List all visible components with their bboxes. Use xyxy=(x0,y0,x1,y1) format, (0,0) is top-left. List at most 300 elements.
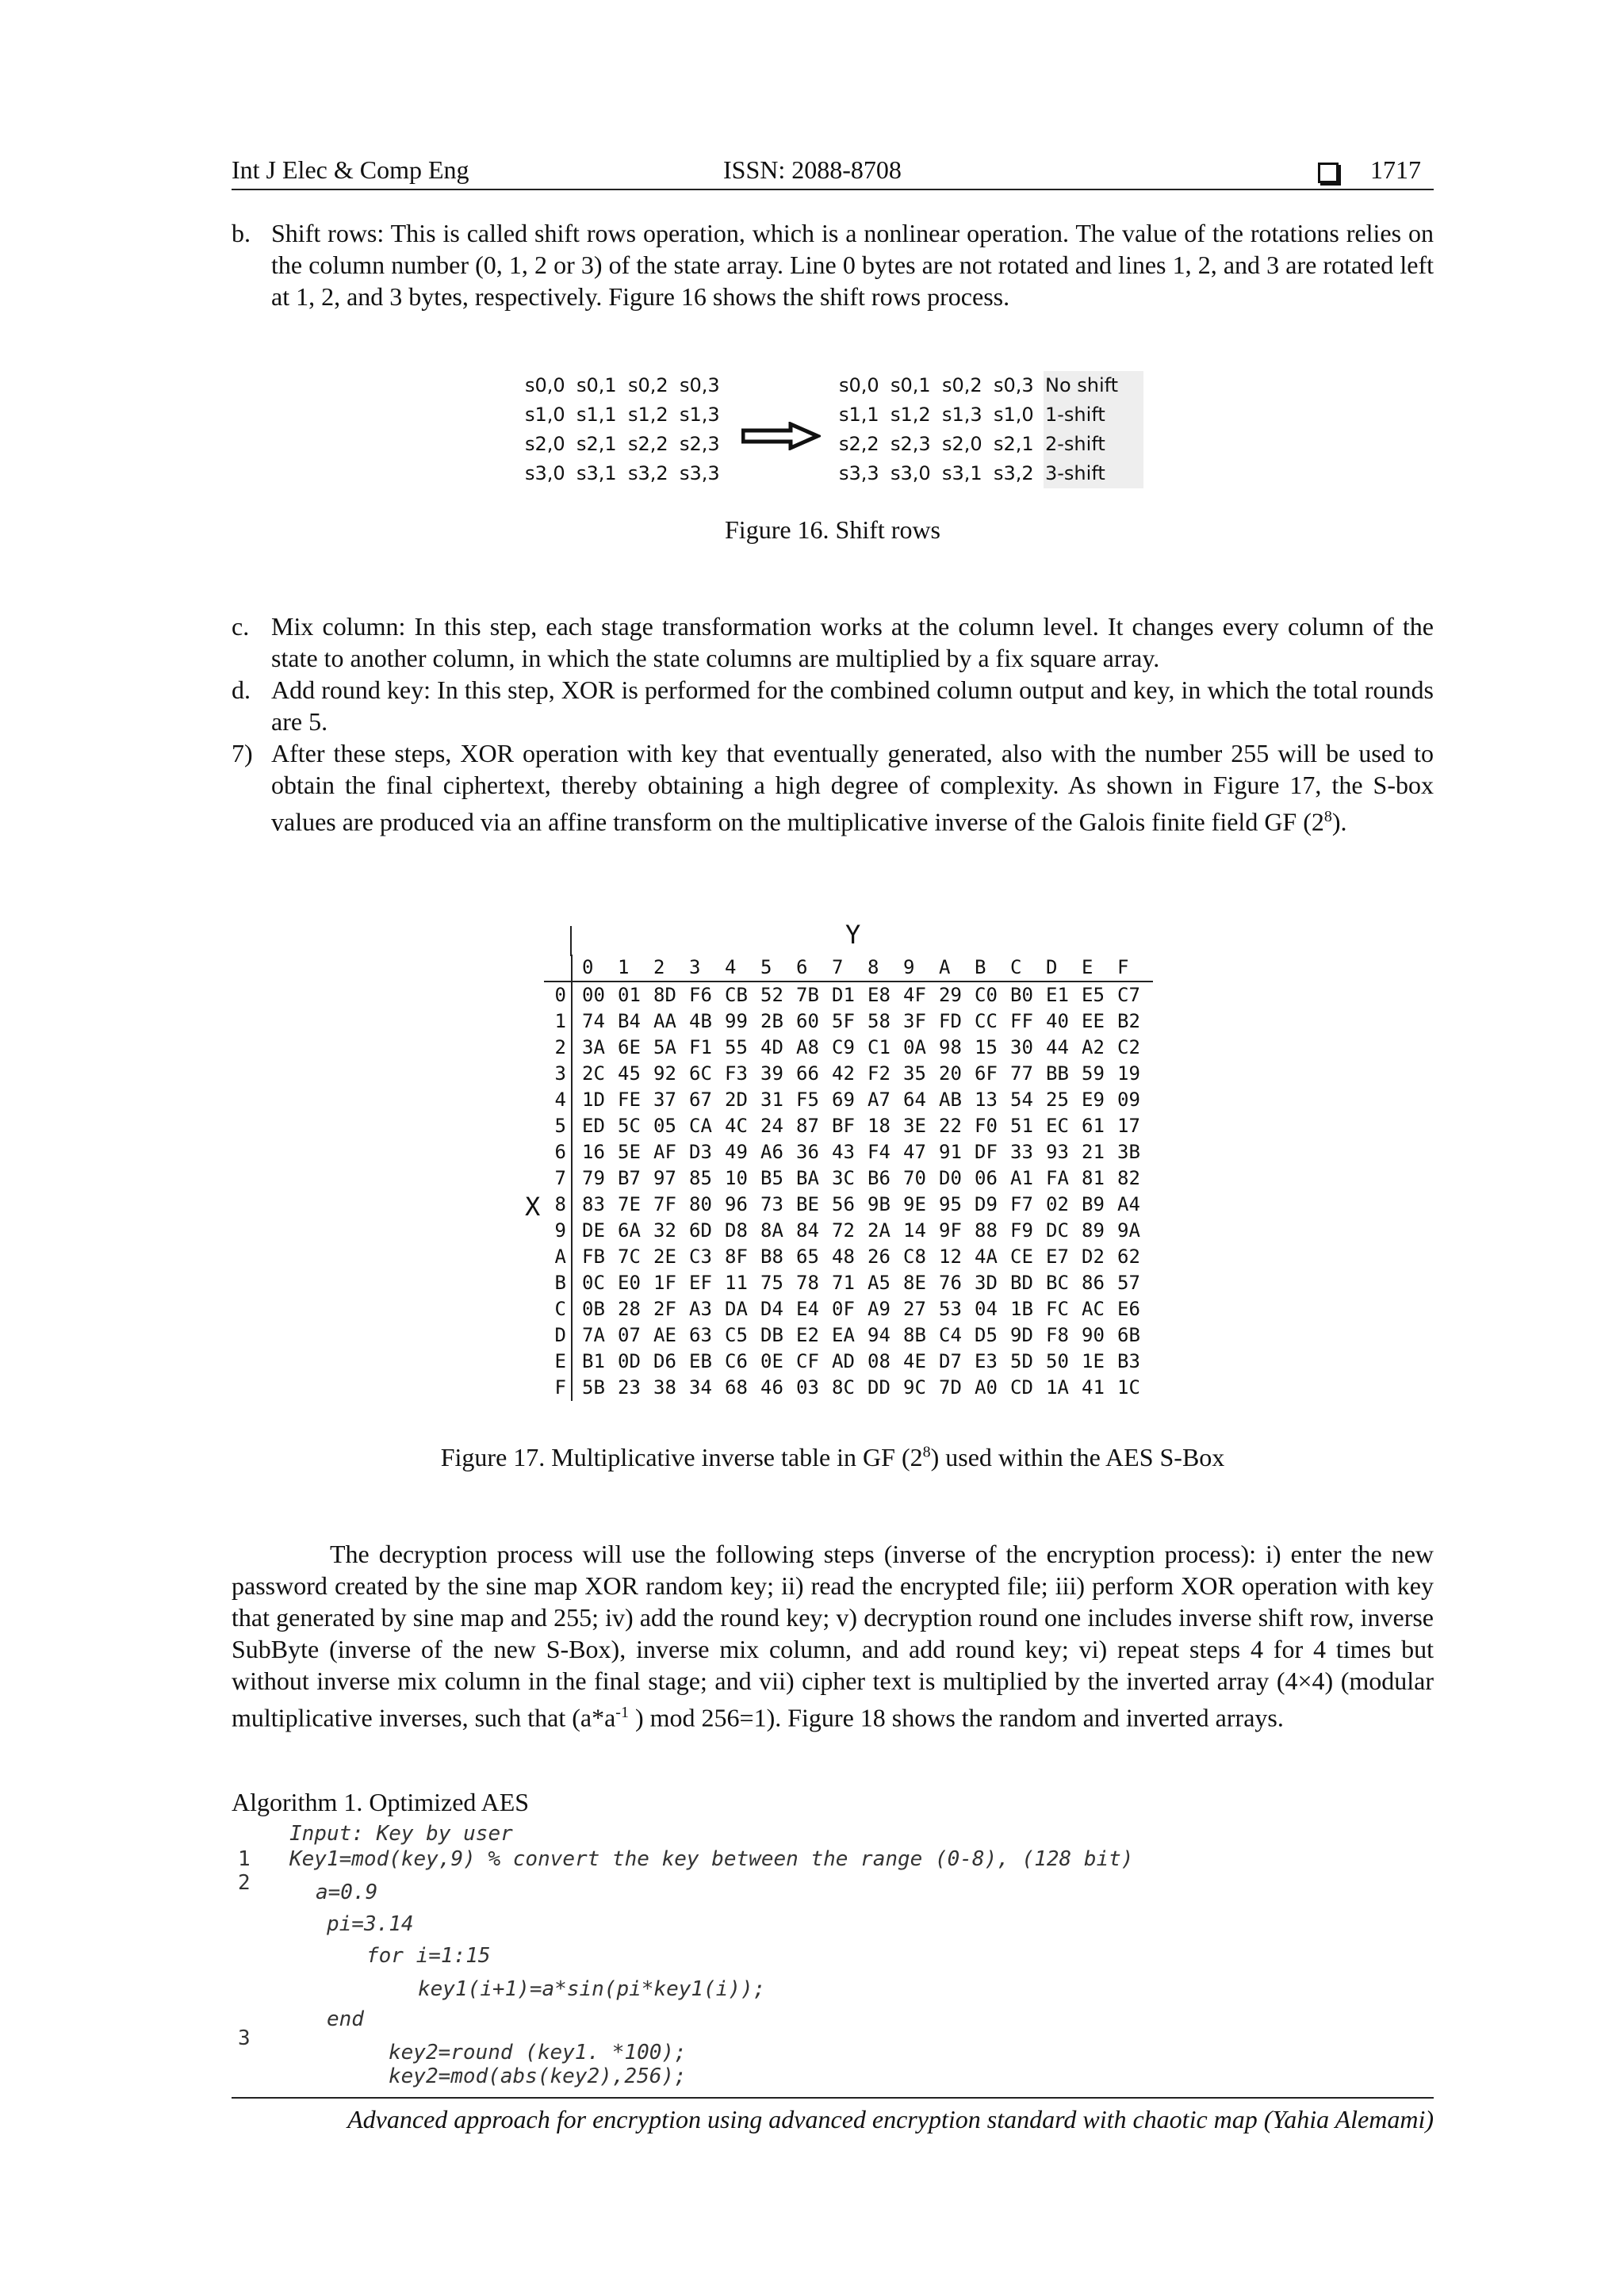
code-line: for i=1:15 xyxy=(366,1944,491,1968)
sbox-cell: 20 xyxy=(939,1062,962,1085)
sbox-row xyxy=(544,1113,1153,1139)
sbox-row-header: D xyxy=(544,1322,572,1349)
sbox-cell: 0D xyxy=(618,1350,641,1372)
sbox-cell: 83 xyxy=(582,1193,605,1215)
sbox-row-header: C xyxy=(544,1296,572,1322)
sbox-cell: 54 xyxy=(1010,1089,1033,1111)
shift-label: No shift xyxy=(1045,374,1119,396)
sbox-cell: 5C xyxy=(618,1115,641,1137)
sbox-cell: 49 xyxy=(725,1141,748,1163)
state-cell: s3,2 xyxy=(994,462,1034,484)
sbox-cell: 73 xyxy=(760,1193,783,1215)
sbox-col-header: E xyxy=(1082,955,1117,982)
sbox-cell: 4D xyxy=(760,1036,783,1058)
sbox-row xyxy=(544,1296,1153,1322)
sbox-cell: 07 xyxy=(618,1324,641,1346)
sbox-col-header: 3 xyxy=(689,955,725,982)
sbox-cell: BC xyxy=(1046,1272,1069,1294)
sbox-cell: A6 xyxy=(760,1141,783,1163)
sbox-col-header: A xyxy=(939,955,975,982)
sbox-table xyxy=(544,955,1153,1401)
sbox-cell: 0F xyxy=(832,1298,855,1320)
list-item-d xyxy=(232,674,1434,737)
list-marker: 7) xyxy=(232,739,253,767)
sbox-cell: 5E xyxy=(618,1141,641,1163)
sbox-cell: AC xyxy=(1082,1298,1105,1320)
sbox-cell: C7 xyxy=(1117,984,1140,1006)
sbox-col-header: D xyxy=(1046,955,1082,982)
sbox-row-header: 0 xyxy=(544,982,572,1008)
sbox-cell: 8A xyxy=(760,1219,783,1242)
shift-label: 2-shift xyxy=(1045,433,1105,455)
sbox-cell: C6 xyxy=(725,1350,748,1372)
sbox-cell: FC xyxy=(1046,1298,1069,1320)
sbox-cell: 9F xyxy=(939,1219,962,1242)
sbox-cell: 16 xyxy=(582,1141,605,1163)
sbox-cell: 32 xyxy=(653,1219,676,1242)
state-row xyxy=(839,371,1132,400)
list-item-c xyxy=(232,610,1434,674)
sbox-cell: B6 xyxy=(868,1167,891,1189)
sbox-cell: 41 xyxy=(1082,1376,1105,1399)
sbox-cell: 7E xyxy=(618,1193,641,1215)
sbox-col-header: 9 xyxy=(903,955,939,982)
sbox-cell: F3 xyxy=(725,1062,748,1085)
sbox-cell: 2D xyxy=(725,1089,748,1111)
state-cell: s0,3 xyxy=(994,374,1034,396)
sbox-cell: D4 xyxy=(760,1298,783,1320)
state-cell: s1,3 xyxy=(680,404,720,426)
sbox-cell: 75 xyxy=(760,1272,783,1294)
sbox-cell: BE xyxy=(796,1193,819,1215)
sbox-row-header: 4 xyxy=(544,1087,572,1113)
state-cell: s3,1 xyxy=(576,462,617,484)
sbox-cell: 89 xyxy=(1082,1219,1105,1242)
sbox-cell: AB xyxy=(939,1089,962,1111)
sbox-cell: D1 xyxy=(832,984,855,1006)
sbox-cell: 29 xyxy=(939,984,962,1006)
sbox-cell: 21 xyxy=(1082,1141,1105,1163)
sbox-cell: B4 xyxy=(618,1010,641,1032)
sbox-cell: C5 xyxy=(725,1324,748,1346)
sbox-cell: 9C xyxy=(903,1376,926,1399)
sbox-cell: ED xyxy=(582,1115,605,1137)
list-text: Add round key: In this step, XOR is performed for the combined column output and key, in which the total rounds are 5. xyxy=(271,675,1434,736)
sbox-cell: 87 xyxy=(796,1115,819,1137)
sbox-cell: FF xyxy=(1010,1010,1033,1032)
sbox-cell: 60 xyxy=(796,1010,819,1032)
sbox-cell: D9 xyxy=(975,1193,998,1215)
state-cell: s2,3 xyxy=(680,433,720,455)
sbox-cell: 46 xyxy=(760,1376,783,1399)
sbox-cell: 6B xyxy=(1117,1324,1140,1346)
sbox-cell: BD xyxy=(1010,1272,1033,1294)
sbox-cell: 85 xyxy=(689,1167,712,1189)
sbox-row xyxy=(544,1008,1153,1035)
sbox-cell: 34 xyxy=(689,1376,712,1399)
footer-text: Advanced approach for encryption using advanced encryption standard with chaotic map (Yahia Alemami) xyxy=(347,2105,1434,2133)
figure-16-caption: Figure 16. Shift rows xyxy=(725,515,940,544)
sbox-col-header: B xyxy=(975,955,1010,982)
sbox-cell: 9D xyxy=(1010,1324,1033,1346)
sbox-cell: F5 xyxy=(796,1089,819,1111)
list-text: Shift rows: This is called shift rows operation, which is a nonlinear operation. The value of the rotations relies on the column number (0, 1, 2 or 3) of the state array. Line 0 bytes are not rotated and lines 1, 2, and 3 are rotated left at 1, 2, and 3 bytes, respectively. Figure 16 shows the shift rows process. xyxy=(271,219,1434,311)
sbox-cell: AD xyxy=(832,1350,855,1372)
state-cell: s2,1 xyxy=(576,433,617,455)
sbox-cell: 1E xyxy=(1082,1350,1105,1372)
sbox-cell: 0C xyxy=(582,1272,605,1294)
sbox-cell: 6D xyxy=(689,1219,712,1242)
sbox-cell: 88 xyxy=(975,1219,998,1242)
sbox-cell: 19 xyxy=(1117,1062,1140,1085)
sbox-cell: 65 xyxy=(796,1246,819,1268)
state-cell: s1,2 xyxy=(891,404,931,426)
state-row xyxy=(525,459,731,488)
sbox-cell: 00 xyxy=(582,984,605,1006)
sbox-cell: 2B xyxy=(760,1010,783,1032)
state-cell: s2,3 xyxy=(891,433,931,455)
list-text: Mix column: In this step, each stage transformation works at the column level. It changes every column of the state to another column, in which the state columns are multiplied by a fix square array. xyxy=(271,612,1434,672)
state-row xyxy=(525,371,731,400)
list-marker: d. xyxy=(232,675,251,704)
sbox-cell: 58 xyxy=(868,1010,891,1032)
sbox-cell: 6F xyxy=(975,1062,998,1085)
state-cell: s0,1 xyxy=(576,374,617,396)
sbox-cell: 1F xyxy=(653,1272,676,1294)
code-line: Key1=mod(key,9) % convert the key between the range (0-8), (128 bit) xyxy=(289,1847,1134,1871)
sbox-cell: 77 xyxy=(1010,1062,1033,1085)
state-row xyxy=(525,400,731,430)
sbox-row xyxy=(544,1218,1153,1244)
state-cell: s1,3 xyxy=(942,404,982,426)
sbox-cell: E9 xyxy=(1082,1089,1105,1111)
sbox-cell: 90 xyxy=(1082,1324,1105,1346)
state-cell: s3,3 xyxy=(680,462,720,484)
sbox-cell: 64 xyxy=(903,1089,926,1111)
state-cell: s3,2 xyxy=(628,462,668,484)
sbox-cell: EB xyxy=(689,1350,712,1372)
sbox-cell: B9 xyxy=(1082,1193,1105,1215)
sbox-row-header: 5 xyxy=(544,1113,572,1139)
line-number: 1 xyxy=(238,1847,251,1871)
sbox-cell: A1 xyxy=(1010,1167,1033,1189)
sbox-cell: 3B xyxy=(1117,1141,1140,1163)
sbox-cell: CA xyxy=(689,1115,712,1137)
sbox-cell: 39 xyxy=(760,1062,783,1085)
list-item-7 xyxy=(232,737,1434,838)
sbox-cell: 9A xyxy=(1117,1219,1140,1242)
sbox-row-header: 2 xyxy=(544,1035,572,1061)
sbox-cell: 05 xyxy=(653,1115,676,1137)
figure-17-caption: Figure 17. Multiplicative inverse table in GF $(2^8)$ used within the AES S-Box xyxy=(440,1443,1225,1471)
sbox-cell: 1B xyxy=(1010,1298,1033,1320)
sbox-cell: 2A xyxy=(868,1219,891,1242)
state-cell: s1,1 xyxy=(839,404,879,426)
sbox-cell: DE xyxy=(582,1219,605,1242)
sbox-cell: 53 xyxy=(939,1298,962,1320)
sbox-cell: 15 xyxy=(975,1036,998,1058)
sbox-cell: F1 xyxy=(689,1036,712,1058)
sbox-cell: 48 xyxy=(832,1246,855,1268)
sbox-cell: F2 xyxy=(868,1062,891,1085)
sbox-cell: B8 xyxy=(760,1246,783,1268)
sbox-cell: BB xyxy=(1046,1062,1069,1085)
sbox-row-header: 7 xyxy=(544,1165,572,1192)
sbox-row-header: E xyxy=(544,1349,572,1375)
sbox-cell: FB xyxy=(582,1246,605,1268)
sbox-cell: 4F xyxy=(903,984,926,1006)
sbox-cell: A0 xyxy=(975,1376,998,1399)
sbox-cell: D8 xyxy=(725,1219,748,1242)
sbox-cell: 0A xyxy=(903,1036,926,1058)
footer-rule xyxy=(232,2097,1434,2099)
sbox-cell: 7C xyxy=(618,1246,641,1268)
sbox-cell: 6C xyxy=(689,1062,712,1085)
sbox-cell: 8B xyxy=(903,1324,926,1346)
state-cell: s0,1 xyxy=(891,374,931,396)
sbox-cell: 31 xyxy=(760,1089,783,1111)
sbox-cell: B0 xyxy=(1010,984,1033,1006)
sbox-cell: F0 xyxy=(975,1115,998,1137)
sbox-cell: 12 xyxy=(939,1246,962,1268)
code-line: Input: Key by user xyxy=(289,1822,513,1846)
sbox-col-header: 1 xyxy=(618,955,653,982)
sbox-cell: D0 xyxy=(939,1167,962,1189)
sbox-col-header: C xyxy=(1010,955,1046,982)
sbox-cell: 0B xyxy=(582,1298,605,1320)
sbox-cell: 52 xyxy=(760,984,783,1006)
sbox-cell: 51 xyxy=(1010,1115,1033,1137)
sbox-cell: 98 xyxy=(939,1036,962,1058)
sbox-cell: 8F xyxy=(725,1246,748,1268)
shift-label: 1-shift xyxy=(1045,404,1105,426)
sbox-cell: 6A xyxy=(618,1219,641,1242)
sbox-cell: 59 xyxy=(1082,1062,1105,1085)
sbox-cell: FD xyxy=(939,1010,962,1032)
sbox-cell: EA xyxy=(832,1324,855,1346)
sbox-cell: 78 xyxy=(796,1272,819,1294)
sbox-row-header: B xyxy=(544,1270,572,1296)
sbox-col-header: 8 xyxy=(868,955,903,982)
sbox-cell: A4 xyxy=(1117,1193,1140,1215)
sbox-cell: C4 xyxy=(939,1324,962,1346)
sbox-cell: 3D xyxy=(975,1272,998,1294)
sbox-cell: E5 xyxy=(1082,984,1105,1006)
state-row xyxy=(839,459,1132,488)
sbox-cell: 95 xyxy=(939,1193,962,1215)
issn: ISSN: 2088-8708 xyxy=(723,155,902,184)
sbox-top-divider xyxy=(570,926,572,956)
list-text: After these steps, XOR operation with key that eventually generated, also with the number 255 will be used to obtain the final ciphertext, thereby obtaining a high degree of complexity. As shown in Figure 17, the S-box values are produced via an affine transform on the multiplicative inverse of the Galois finite field GF $(2^8)$. xyxy=(271,739,1434,836)
sbox-row-header: 8 xyxy=(544,1192,572,1218)
sbox-cell: A7 xyxy=(868,1089,891,1111)
sbox-cell: C3 xyxy=(689,1246,712,1268)
sbox-cell: EE xyxy=(1082,1010,1105,1032)
sbox-cell: 11 xyxy=(725,1272,748,1294)
sbox-cell: F6 xyxy=(689,984,712,1006)
sbox-cell: CF xyxy=(796,1350,819,1372)
sbox-cell: F8 xyxy=(1046,1324,1069,1346)
sbox-cell: 1D xyxy=(582,1089,605,1111)
sbox-cell: E7 xyxy=(1046,1246,1069,1268)
sbox-cell: 84 xyxy=(796,1219,819,1242)
sbox-cell: A2 xyxy=(1082,1036,1105,1058)
header-rule xyxy=(232,189,1434,190)
sbox-cell: F7 xyxy=(1010,1193,1033,1215)
sbox-cell: B2 xyxy=(1117,1010,1140,1032)
sbox-cell: B1 xyxy=(582,1350,605,1372)
sbox-cell: 56 xyxy=(832,1193,855,1215)
sbox-row-header: 1 xyxy=(544,1008,572,1035)
sbox-col-header: 2 xyxy=(653,955,689,982)
sbox-cell: 1C xyxy=(1117,1376,1140,1399)
shift-rows-output-state xyxy=(839,371,1143,488)
sbox-col-header: 5 xyxy=(760,955,796,982)
sbox-cell: C8 xyxy=(903,1246,926,1268)
x-axis-label: X xyxy=(525,1192,541,1222)
sbox-cell: 27 xyxy=(903,1298,926,1320)
state-cell: s3,0 xyxy=(525,462,565,484)
sbox-cell: 17 xyxy=(1117,1115,1140,1137)
state-cell: s1,0 xyxy=(525,404,565,426)
sbox-cell: 71 xyxy=(832,1272,855,1294)
sbox-cell: B3 xyxy=(1117,1350,1140,1372)
sbox-cell: 7B xyxy=(796,984,819,1006)
sbox-cell: D7 xyxy=(939,1350,962,1372)
sbox-cell: 10 xyxy=(725,1167,748,1189)
sbox-cell: FA xyxy=(1046,1167,1069,1189)
sbox-cell: 3E xyxy=(903,1115,926,1137)
state-cell: s2,0 xyxy=(525,433,565,455)
sbox-row-header: 6 xyxy=(544,1139,572,1165)
sbox-cell: C2 xyxy=(1117,1036,1140,1058)
sbox-cell: 4E xyxy=(903,1350,926,1372)
sbox-cell: B7 xyxy=(618,1167,641,1189)
sbox-cell: C0 xyxy=(975,984,998,1006)
sbox-row xyxy=(544,1270,1153,1296)
sbox-cell: D5 xyxy=(975,1324,998,1346)
sbox-cell: EC xyxy=(1046,1115,1069,1137)
sbox-cell: CB xyxy=(725,984,748,1006)
sbox-cell: 5A xyxy=(653,1036,676,1058)
sbox-row-header: 3 xyxy=(544,1061,572,1087)
state-cell: s0,2 xyxy=(942,374,982,396)
sbox-col-header: 6 xyxy=(796,955,832,982)
sbox-cell: 44 xyxy=(1046,1036,1069,1058)
sbox-cell: E4 xyxy=(796,1298,819,1320)
sbox-col-header: 0 xyxy=(572,955,618,982)
sbox-cell: 5B xyxy=(582,1376,605,1399)
sbox-cell: 9B xyxy=(868,1193,891,1215)
sbox-cell: 99 xyxy=(725,1010,748,1032)
sbox-cell: 76 xyxy=(939,1272,962,1294)
right-arrow-icon xyxy=(741,422,821,454)
sbox-row xyxy=(544,1322,1153,1349)
sbox-cell: 61 xyxy=(1082,1115,1105,1137)
list-item-b xyxy=(232,217,1434,312)
sbox-cell: E0 xyxy=(618,1272,641,1294)
sbox-cell: 3C xyxy=(832,1167,855,1189)
sbox-cell: CD xyxy=(1010,1376,1033,1399)
sbox-cell: 79 xyxy=(582,1167,605,1189)
sbox-cell: 26 xyxy=(868,1246,891,1268)
code-line: key2=round (key1. *100); xyxy=(389,2041,687,2064)
page-number-block xyxy=(1318,155,1421,185)
sbox-cell: 33 xyxy=(1010,1141,1033,1163)
sbox-row xyxy=(544,1244,1153,1270)
sbox-cell: E6 xyxy=(1117,1298,1140,1320)
sbox-row xyxy=(544,1375,1153,1401)
sbox-cell: D2 xyxy=(1082,1246,1105,1268)
list-marker: c. xyxy=(232,612,250,641)
sbox-cell: FE xyxy=(618,1089,641,1111)
sbox-cell: 5F xyxy=(832,1010,855,1032)
sbox-cell: 62 xyxy=(1117,1246,1140,1268)
sbox-cell: 42 xyxy=(832,1062,855,1085)
sbox-cell: E8 xyxy=(868,984,891,1006)
sbox-cell: 67 xyxy=(689,1089,712,1111)
state-row xyxy=(839,400,1132,430)
sbox-row xyxy=(544,1087,1153,1113)
state-cell: s1,2 xyxy=(628,404,668,426)
sbox-cell: D3 xyxy=(689,1141,712,1163)
sbox-cell: A9 xyxy=(868,1298,891,1320)
state-cell: s3,3 xyxy=(839,462,879,484)
sbox-row-header: F xyxy=(544,1375,572,1401)
code-line: end xyxy=(327,2007,364,2031)
sbox-cell: 1A xyxy=(1046,1376,1069,1399)
code-line: pi=3.14 xyxy=(327,1912,414,1936)
sbox-row xyxy=(544,1192,1153,1218)
code-line: a=0.9 xyxy=(316,1881,378,1904)
sbox-cell: BF xyxy=(832,1115,855,1137)
sbox-cell: 25 xyxy=(1046,1089,1069,1111)
state-cell: s0,0 xyxy=(525,374,565,396)
code-line: key2=mod(abs(key2),256); xyxy=(389,2064,687,2088)
sbox-cell: A5 xyxy=(868,1272,891,1294)
sbox-cell: 2F xyxy=(653,1298,676,1320)
sbox-cell: AA xyxy=(653,1010,676,1032)
sbox-cell: 2C xyxy=(582,1062,605,1085)
sbox-cell: 57 xyxy=(1117,1272,1140,1294)
sbox-cell: B5 xyxy=(760,1167,783,1189)
sbox-cell: 3A xyxy=(582,1036,605,1058)
sbox-cell: 37 xyxy=(653,1089,676,1111)
state-cell: s2,0 xyxy=(942,433,982,455)
sbox-cell: DD xyxy=(868,1376,891,1399)
algorithm-title: Algorithm 1. Optimized AES xyxy=(232,1788,530,1816)
sbox-row xyxy=(544,1349,1153,1375)
sbox-cell: 18 xyxy=(868,1115,891,1137)
list-marker: b. xyxy=(232,219,251,247)
code-line: key1(i+1)=a*sin(pi*key1(i)); xyxy=(418,1977,766,2001)
sbox-cell: F9 xyxy=(1010,1219,1033,1242)
sbox-cell: 6E xyxy=(618,1036,641,1058)
sbox-col-header: 4 xyxy=(725,955,760,982)
sbox-cell: 0E xyxy=(760,1350,783,1372)
sbox-row xyxy=(544,1165,1153,1192)
sbox-cell: 5D xyxy=(1010,1350,1033,1372)
sbox-row xyxy=(544,982,1153,1008)
sbox-cell: 96 xyxy=(725,1193,748,1215)
sbox-row xyxy=(544,1061,1153,1087)
state-row xyxy=(839,430,1132,459)
sbox-cell: 82 xyxy=(1117,1167,1140,1189)
sbox-cell: AE xyxy=(653,1324,676,1346)
sbox-cell: 43 xyxy=(832,1141,855,1163)
sbox-cell: 09 xyxy=(1117,1089,1140,1111)
sbox-cell: 38 xyxy=(653,1376,676,1399)
